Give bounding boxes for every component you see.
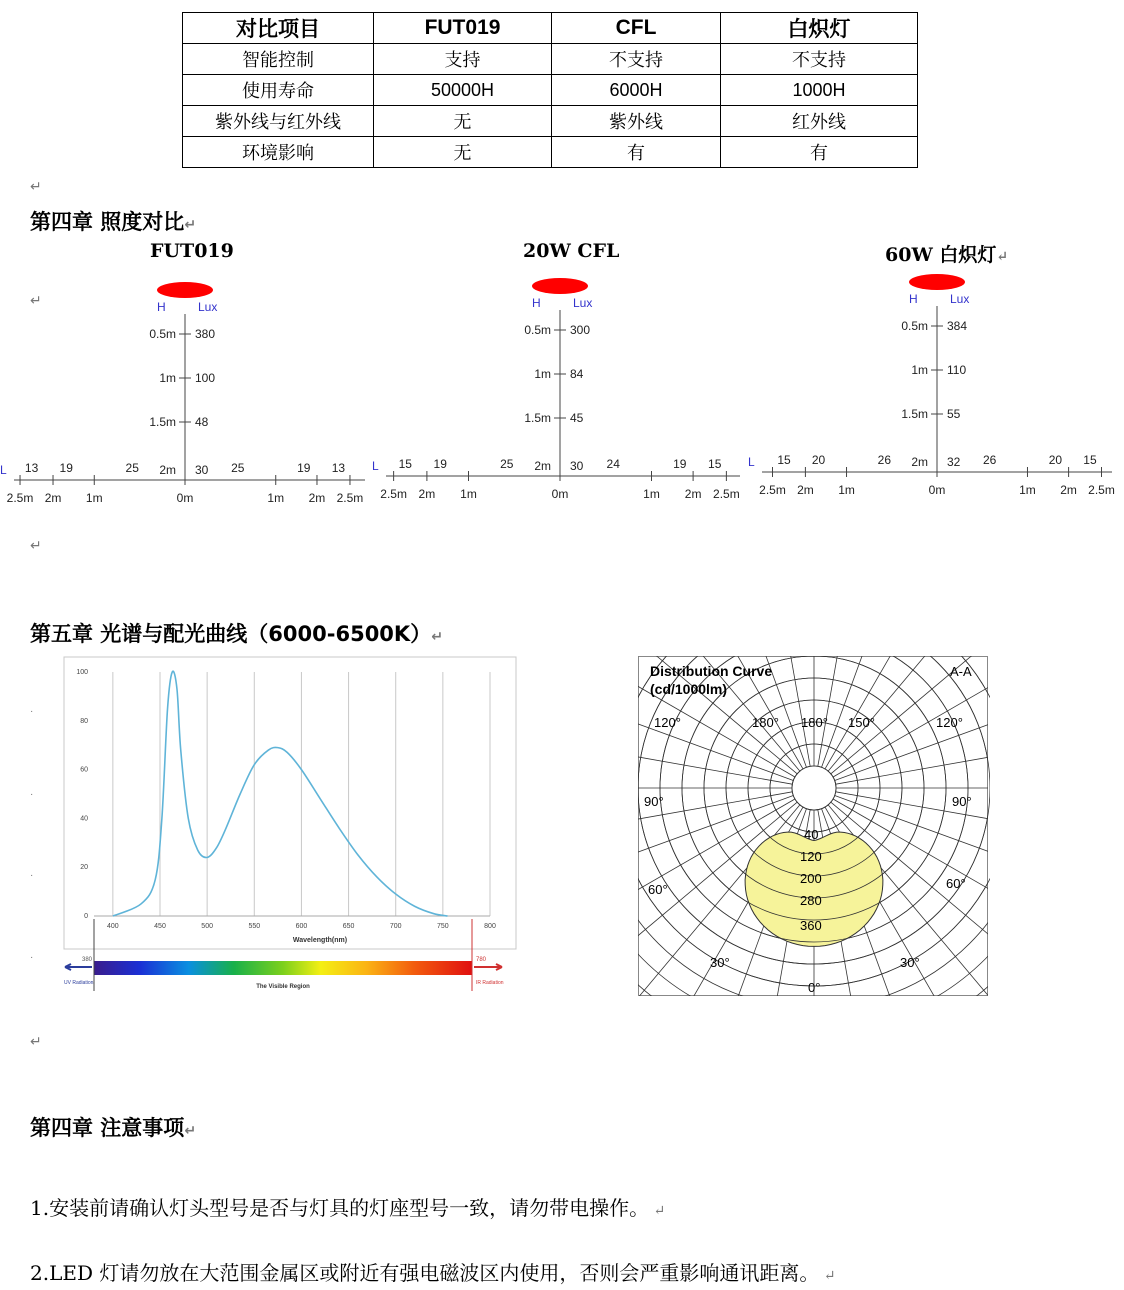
horizontal-lux-value: 24 — [606, 457, 620, 471]
illum-title-cfl: 20W CFL — [523, 240, 620, 262]
table-header-cell: 对比项目 — [183, 13, 374, 44]
table-row — [183, 106, 918, 137]
table-cell: 有 — [552, 137, 721, 168]
radial-label: 40 — [804, 827, 819, 842]
section-title-illumination: 第四章 照度对比↵ — [30, 210, 197, 234]
distance-label: 1m — [643, 487, 660, 501]
table-cell: 智能控制 — [183, 44, 374, 75]
y-tick-label: 20 — [80, 864, 88, 872]
return-mark: · — [30, 870, 34, 881]
comparison-table — [182, 12, 918, 168]
table-row — [183, 44, 918, 75]
table-cell: 不支持 — [552, 44, 721, 75]
lux-value: 45 — [570, 411, 584, 425]
horizontal-lux-value: 19 — [673, 457, 687, 471]
lux-value: 300 — [570, 323, 591, 337]
horizontal-lux-value: 26 — [877, 453, 892, 467]
distance-label: 2m — [797, 483, 814, 497]
horizontal-lux-value: 15 — [708, 457, 722, 471]
l-label: L — [0, 463, 7, 477]
illumination-diagrams — [0, 270, 1124, 510]
lux-value: 110 — [947, 363, 967, 377]
return-mark: ↵ — [30, 537, 42, 553]
distance-label: 2m — [418, 487, 436, 501]
angle-label: 30° — [900, 955, 920, 970]
height-label: 1m — [159, 371, 176, 385]
notes-list — [30, 1192, 1110, 1286]
section-title-notes: 第四章 注意事项↵ — [30, 1116, 197, 1140]
radial-label: 120 — [800, 849, 822, 864]
height-label: 2m — [159, 463, 176, 477]
table-row — [183, 137, 918, 168]
lux-label: Lux — [950, 292, 970, 306]
distance-label: 1m — [838, 483, 855, 497]
list-item-text: 1.安装前请确认灯头型号是否与灯具的灯座型号一致，请勿带电操作。 — [30, 1196, 650, 1220]
table-header-cell: FUT019 — [374, 13, 552, 44]
horizontal-lux-value: 25 — [125, 461, 139, 475]
distance-label: 0m — [928, 483, 946, 497]
horizontal-lux-value: 26 — [982, 453, 997, 467]
return-mark: ↵ — [30, 1033, 42, 1049]
height-label: 0.5m — [901, 319, 928, 333]
angle-label: 150° — [848, 715, 875, 730]
height-label: 1m — [534, 367, 551, 381]
return-mark: · — [30, 789, 34, 800]
x-tick-label: 450 — [154, 923, 166, 930]
horizontal-lux-value: 13 — [331, 461, 346, 475]
uv-label: UV Radiation — [64, 980, 94, 986]
y-tick-label: 80 — [80, 717, 88, 725]
angle-label: 60° — [648, 882, 668, 897]
height-label: 0.5m — [524, 323, 551, 337]
spectrum-x-label: Wavelength(nm) — [292, 937, 348, 944]
lux-value: 48 — [195, 415, 209, 429]
distribution-subtitle: (cd/1000lm) — [650, 681, 728, 697]
return-mark: · — [30, 952, 34, 963]
illum-title-incandescent: 60W 白炽灯↵ — [885, 244, 1009, 266]
lux-label: Lux — [198, 300, 218, 314]
h-label: H — [909, 292, 918, 306]
distribution-title: Distribution Curve — [650, 663, 773, 679]
visible-region-bar — [94, 961, 472, 975]
lamp-icon — [532, 278, 588, 294]
distance-label: 1m — [267, 491, 285, 505]
distance-label: 2m — [684, 487, 702, 501]
distance-label: 0m — [176, 491, 194, 505]
height-label: 1m — [911, 363, 928, 377]
table-cell: 支持 — [374, 44, 552, 75]
x-tick-label: 400 — [107, 923, 119, 930]
y-tick-label: 0 — [84, 913, 88, 920]
height-label: 0.5m — [149, 327, 176, 341]
x-tick-label: 500 — [201, 923, 213, 930]
uv-arrow-icon — [65, 964, 92, 970]
ir-label: IR Radiation — [476, 980, 504, 986]
section-title-text: 第五章 光谱与配光曲线（6000-6500K） — [30, 622, 432, 646]
left-bound-label: 380 — [82, 957, 93, 963]
height-label: 2m — [534, 459, 551, 473]
y-tick-label: 40 — [80, 815, 88, 823]
h-label: H — [532, 296, 541, 310]
distance-label: 2.5m — [380, 487, 407, 501]
horizontal-lux-value: 15 — [398, 457, 412, 471]
return-mark: · — [30, 706, 34, 717]
x-tick-label: 600 — [295, 923, 308, 930]
horizontal-lux-value: 20 — [811, 453, 826, 467]
x-tick-label: 650 — [342, 923, 355, 930]
distance-label: 2m — [308, 491, 326, 505]
h-label: H — [157, 300, 166, 314]
distance-label: 2m — [1060, 483, 1077, 497]
table-cell: 不支持 — [721, 44, 918, 75]
angle-label: 90° — [644, 794, 664, 809]
radial-label: 280 — [800, 893, 822, 908]
y-tick-label: 60 — [80, 766, 88, 774]
right-bound-label: 780 — [476, 957, 487, 963]
table-cell: 无 — [374, 106, 552, 137]
height-label: 2m — [911, 455, 928, 469]
list-item: 2.LED 灯请勿放在大范围金属区或附近有强电磁波区内使用，否则会严重影响通讯距离。 ↵ — [30, 1261, 836, 1285]
visible-region-label: The Visible Region — [256, 984, 310, 990]
table-header-cell: 白炽灯 — [721, 13, 918, 44]
table-cell: 6000H — [552, 75, 721, 106]
section-title-text: 第四章 注意事项 — [30, 1116, 185, 1140]
horizontal-lux-value: 15 — [777, 453, 791, 467]
angle-label: 90° — [952, 794, 972, 809]
table-cell: 紫外线与红外线 — [183, 106, 374, 137]
distribution-curve-chart — [638, 656, 990, 1000]
table-cell: 红外线 — [721, 106, 918, 137]
l-label: L — [372, 459, 379, 473]
lux-value: 384 — [947, 319, 968, 333]
illum-title-fut019: FUT019 — [150, 240, 234, 262]
section-title-text: 第四章 照度对比 — [30, 210, 185, 234]
lamp-icon — [909, 274, 965, 290]
spectrum-frame — [64, 657, 516, 949]
table-cell: 1000H — [721, 75, 918, 106]
x-tick-label: 750 — [437, 923, 449, 930]
lux-label: Lux — [573, 296, 593, 310]
table-cell: 使用寿命 — [183, 75, 374, 106]
x-tick-label: 800 — [484, 923, 496, 930]
angle-label: 60° — [946, 876, 966, 891]
x-tick-label: 550 — [248, 923, 261, 930]
ir-arrow-icon — [474, 964, 502, 970]
table-cell: 无 — [374, 137, 552, 168]
angle-label: 0° — [808, 980, 821, 995]
horizontal-lux-value: 19 — [59, 461, 73, 475]
table-cell: 紫外线 — [552, 106, 721, 137]
distribution-corner-label: A-A — [950, 664, 972, 679]
distance-label: 1m — [460, 487, 477, 501]
table-row — [183, 75, 918, 106]
distance-label: 2.5m — [336, 491, 364, 505]
angle-label: 120° — [654, 715, 681, 730]
distance-label: 1m — [1019, 483, 1036, 497]
table-cell: 有 — [721, 137, 918, 168]
lamp-icon — [157, 282, 213, 298]
height-label: 1.5m — [524, 411, 551, 425]
horizontal-lux-value: 20 — [1048, 453, 1063, 467]
table-header-row — [183, 13, 918, 44]
list-item-text: 2.LED 灯请勿放在大范围金属区或附近有强电磁波区内使用，否则会严重影响通讯距离。 — [30, 1261, 820, 1285]
illumination-diagram-incandescent — [748, 274, 1115, 497]
l-label: L — [748, 455, 755, 469]
table-cell: 环境影响 — [183, 137, 374, 168]
angle-label: 30° — [710, 955, 730, 970]
horizontal-lux-value: 15 — [1083, 453, 1097, 467]
horizontal-lux-value: 19 — [297, 461, 311, 475]
distance-label: 0m — [551, 487, 569, 501]
horizontal-lux-value: 13 — [24, 461, 39, 475]
horizontal-lux-value: 25 — [231, 461, 245, 475]
distance-label: 2.5m — [1088, 483, 1115, 497]
illumination-diagram-fut019 — [0, 282, 365, 505]
spectrum-x-ticks — [107, 923, 496, 930]
lux-value: 55 — [947, 407, 961, 421]
lux-value: 380 — [195, 327, 216, 341]
illum-title-text: 60W 白炽灯 — [885, 244, 997, 266]
illumination-diagram-cfl — [372, 278, 740, 501]
radial-label: 200 — [800, 871, 822, 886]
radial-label: 360 — [800, 918, 822, 933]
return-mark: ↵ — [30, 178, 42, 194]
lux-value: 100 — [195, 371, 216, 385]
distance-label: 1m — [85, 491, 103, 505]
list-item: 1.安装前请确认灯头型号是否与灯具的灯座型号一致，请勿带电操作。 ↵ — [30, 1196, 666, 1220]
spectrum-chart — [60, 655, 525, 1000]
section-title-spectrum: 第五章 光谱与配光曲线（6000-6500K）↵ — [30, 622, 443, 646]
angle-label: 180° — [801, 715, 828, 730]
angle-label: 120° — [936, 715, 963, 730]
distance-label: 2.5m — [713, 487, 740, 501]
distance-label: 2m — [44, 491, 62, 505]
x-tick-label: 700 — [389, 923, 402, 930]
angle-label: 180° — [752, 715, 779, 730]
table-header-cell: CFL — [552, 13, 721, 44]
lux-value: 30 — [195, 463, 209, 477]
table-cell: 50000H — [374, 75, 552, 106]
return-mark: ↵ — [30, 292, 42, 308]
lux-value: 84 — [570, 367, 584, 381]
lux-value: 32 — [947, 455, 961, 469]
lux-value: 30 — [570, 459, 584, 473]
height-label: 1.5m — [901, 407, 928, 421]
height-label: 1.5m — [149, 415, 176, 429]
y-tick-label: 100 — [76, 669, 88, 676]
horizontal-lux-value: 19 — [433, 457, 447, 471]
distance-label: 2.5m — [759, 483, 786, 497]
distance-label: 2.5m — [6, 491, 34, 505]
horizontal-lux-value: 25 — [500, 457, 514, 471]
